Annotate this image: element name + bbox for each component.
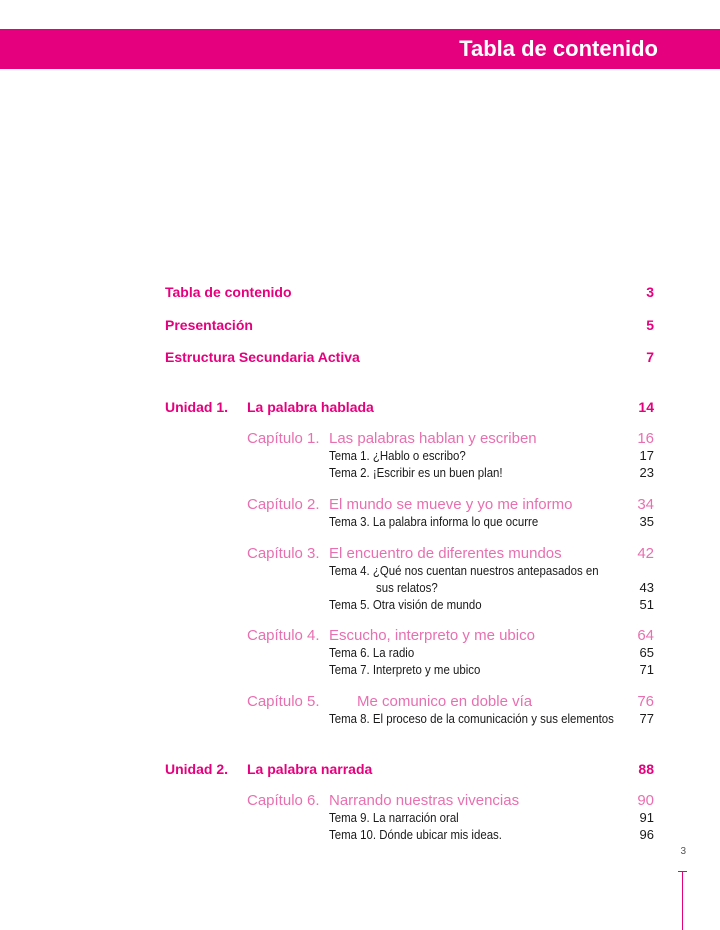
theme-label-continued: sus relatos? [376,580,438,595]
unit-title: La palabra narrada [247,761,373,777]
theme-page: 71 [639,662,654,677]
theme-page: 43 [639,580,654,595]
toc-entry-label: Estructura Secundaria Activa [165,349,360,365]
toc-unit[interactable] [0,398,720,416]
theme-page: 17 [639,448,654,463]
theme-page: 96 [639,827,654,842]
chapter-page: 16 [637,430,654,447]
chapter-label: Capítulo 5. [247,693,320,710]
chapter-title: Las palabras hablan y escriben [329,430,537,447]
toc-theme-continued[interactable] [0,579,720,597]
margin-rule [682,871,683,930]
toc-chapter[interactable] [0,430,720,448]
toc-chapter[interactable] [0,693,720,711]
theme-label: Tema 7. Interpreto y me ubico [329,662,481,677]
toc-entry-page: 7 [646,349,654,365]
toc-theme[interactable] [0,596,720,614]
toc-chapter[interactable] [0,496,720,514]
unit-page: 88 [638,761,654,777]
theme-label: Tema 9. La narración oral [329,810,459,825]
toc-theme[interactable] [0,710,720,728]
toc-entry-page: 5 [646,317,654,333]
theme-label: Tema 1. ¿Hablo o escribo? [329,448,466,463]
theme-page: 23 [639,465,654,480]
toc-unit[interactable] [0,760,720,778]
toc-theme[interactable] [0,464,720,482]
theme-page: 35 [639,514,654,529]
theme-page: 77 [639,711,654,726]
theme-label: Tema 3. La palabra informa lo que ocurre [329,514,539,529]
unit-label: Unidad 1. [165,399,229,415]
chapter-title: Escucho, interpreto y me ubico [329,627,535,644]
chapter-label: Capítulo 6. [247,792,320,809]
theme-label: Tema 4. ¿Qué nos cuentan nuestros antepasados en [329,563,599,578]
theme-label: Tema 10. Dónde ubicar mis ideas. [329,827,502,842]
page-number: 3 [680,846,686,857]
chapter-label: Capítulo 4. [247,627,320,644]
toc-theme[interactable] [0,562,720,580]
chapter-page: 90 [637,792,654,809]
chapter-title: El mundo se mueve y yo me informo [329,496,573,513]
toc-entry-page: 3 [646,284,654,300]
toc-entry-front[interactable] [0,283,720,301]
toc-theme[interactable] [0,447,720,465]
chapter-title: Me comunico en doble vía [357,693,533,710]
chapter-title: Narrando nuestras vivencias [329,792,520,809]
chapter-label: Capítulo 1. [247,430,320,447]
toc-theme[interactable] [0,809,720,827]
toc-theme[interactable] [0,826,720,844]
chapter-page: 64 [637,627,654,644]
toc-theme[interactable] [0,644,720,662]
chapter-page: 76 [637,693,654,710]
unit-title: La palabra hablada [247,399,374,415]
toc-chapter[interactable] [0,792,720,810]
chapter-page: 34 [637,496,654,513]
chapter-page: 42 [637,545,654,562]
chapter-title: El encuentro de diferentes mundos [329,545,562,562]
toc-chapter[interactable] [0,627,720,645]
toc-theme[interactable] [0,513,720,531]
theme-page: 91 [639,810,654,825]
toc-theme[interactable] [0,661,720,679]
theme-label: Tema 6. La radio [329,645,415,660]
toc-entry-front[interactable] [0,316,720,334]
theme-page: 51 [639,597,654,612]
theme-label: Tema 8. El proceso de la comunicación y sus elementos [329,711,614,726]
chapter-label: Capítulo 2. [247,496,320,513]
toc-entry-label: Presentación [165,317,253,333]
chapter-label: Capítulo 3. [247,545,320,562]
theme-page: 65 [639,645,654,660]
toc-entry-label: Tabla de contenido [165,284,292,300]
toc-entry-front[interactable] [0,348,720,366]
unit-page: 14 [638,399,654,415]
toc-chapter[interactable] [0,545,720,563]
page-title: Tabla de contenido [459,36,658,61]
unit-label: Unidad 2. [165,761,229,777]
theme-label: Tema 5. Otra visión de mundo [329,597,482,612]
theme-label: Tema 2. ¡Escribir es un buen plan! [329,465,503,480]
